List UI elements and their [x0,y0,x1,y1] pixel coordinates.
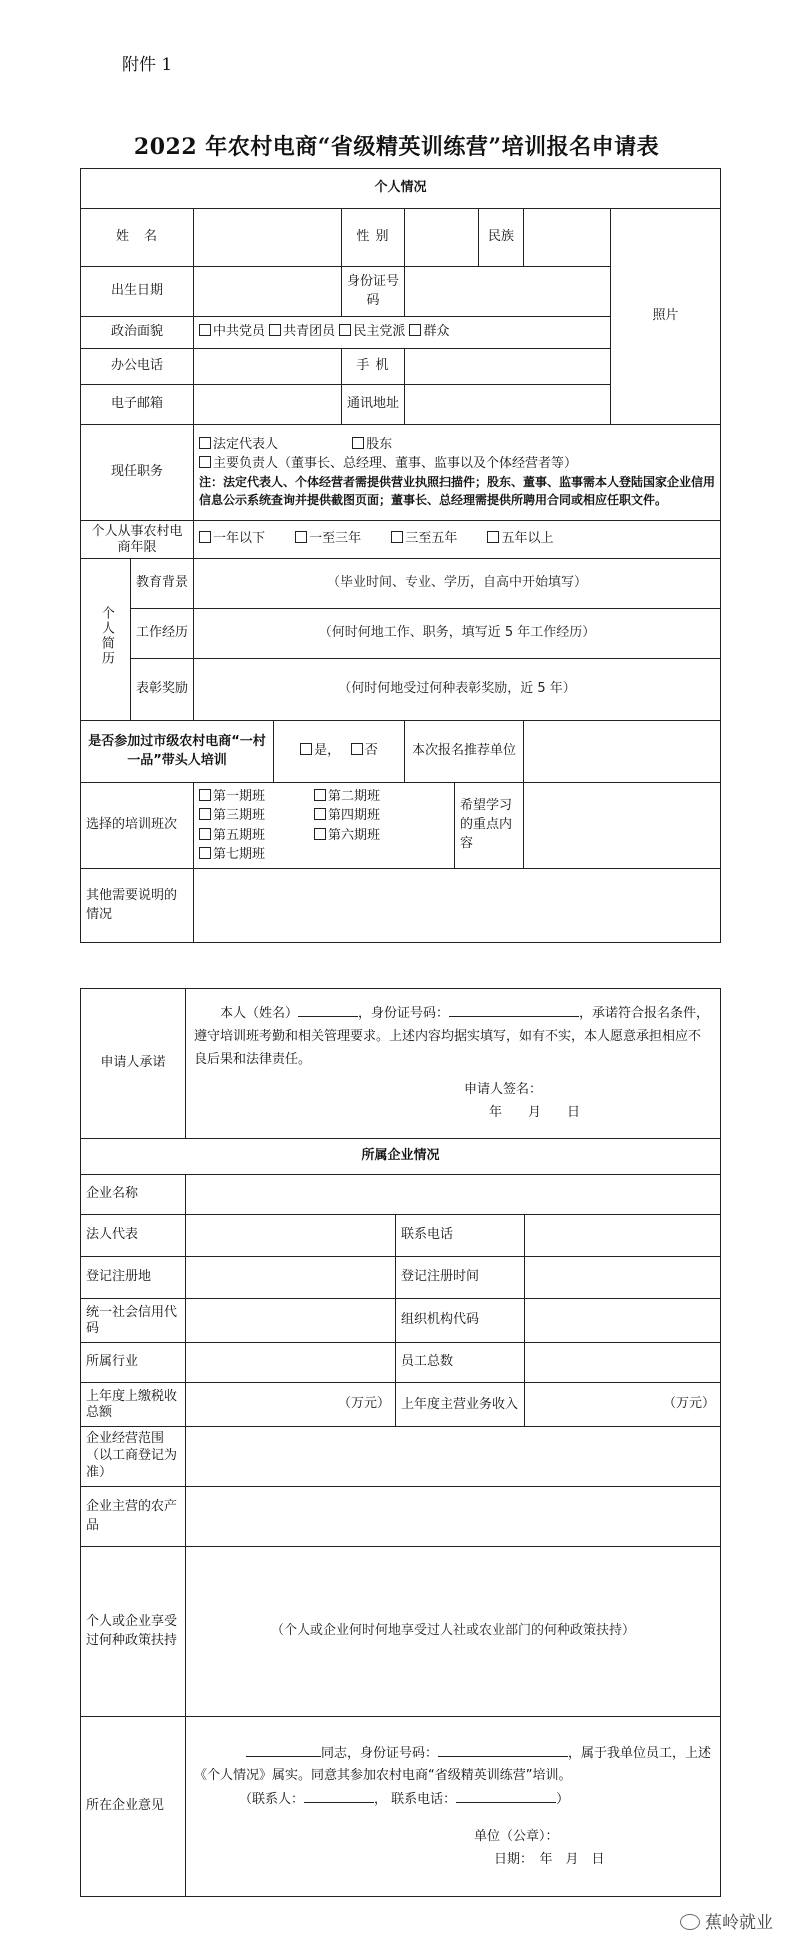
option-label: 第五期班 [213,827,266,843]
product-label: 企业主营的农产品 [81,1487,186,1547]
company-name-field[interactable] [186,1175,721,1215]
watermark [680,1908,773,1933]
scope-label: 企业经营范围（以工商登记为准） [81,1427,186,1487]
checkbox[interactable] [314,808,326,820]
award-label: 表彰奖励 [131,659,194,721]
policy-hint[interactable]: （个人或企业何时何地享受过人社或农业部门的何种政策扶持） [186,1547,721,1717]
option-label: 中共党员 [213,324,266,340]
reg-place-field[interactable] [186,1257,396,1299]
revenue-unit: （万元） [663,1396,716,1412]
option-label: 否 [364,743,378,759]
option-label: 第七期班 [213,847,266,862]
ethnicity-label: 民族 [479,209,524,267]
option-label: 法定代表人 [213,436,279,452]
checkbox[interactable] [314,828,326,840]
option-label: 三至五年 [405,531,458,547]
resume-label-text: 个人简历 [98,606,114,667]
address-field[interactable] [405,385,611,425]
recommend-label: 本次报名推荐单位 [405,721,524,783]
edu-label: 教育背景 [131,559,194,609]
ethnicity-field[interactable] [524,209,611,267]
recommend-field[interactable] [524,721,721,783]
office-phone-label: 办公电话 [81,349,194,385]
checkbox[interactable] [339,324,351,336]
years-options [194,521,721,559]
option-label: 第四期班 [328,808,381,823]
contact-label: 联系电话 [396,1215,525,1257]
checkbox[interactable] [352,437,364,449]
checkbox[interactable] [199,324,211,336]
watermark-text: 蕉岭就业 [705,1913,773,1933]
opinion-part3: （联系人： [239,1792,305,1808]
opinion-part5: ） [556,1792,570,1808]
section-title-personal: 个人情况 [81,169,721,209]
page-title: 2022 年农村电商“省级精英训练营”培训报名申请表 [133,134,660,160]
opinion-label: 所在企业意见 [81,1717,186,1897]
org-label: 组织机构代码 [396,1299,525,1343]
opinion-phone-blank[interactable] [456,1788,556,1803]
option-label: 共青团员 [283,324,336,340]
years-label: 个人从事农村电商年限 [81,521,194,559]
product-field[interactable] [186,1487,721,1547]
edu-hint[interactable]: （毕业时间、专业、学历，自高中开始填写） [194,559,721,609]
gender-label: 性 别 [342,209,405,267]
reg-place-label: 登记注册地 [81,1257,186,1299]
checkbox[interactable] [409,324,421,336]
contact-field[interactable] [525,1215,721,1257]
pledge-date: 年 月 日 [489,1105,581,1121]
option-label: 民主党派 [353,324,406,340]
tax-field[interactable] [186,1383,396,1427]
political-options [194,317,611,349]
pledge-text [186,989,721,1139]
checkbox[interactable] [269,324,281,336]
checkbox[interactable] [487,531,499,543]
option-label: 主要负责人（董事长、总经理、董事、监事以及个体经营者等） [213,455,578,471]
checkbox[interactable] [199,789,211,801]
personal-info-table [80,168,721,943]
option-label: 五年以上 [501,531,554,547]
name-label: 姓 名 [81,209,194,267]
checkbox[interactable] [199,437,211,449]
checkbox[interactable] [199,847,211,859]
pledge-sign: 申请人签名： [464,1082,543,1098]
focus-label: 希望学习的重点内容 [455,783,524,869]
opinion-date: 日期： 年 月 日 [494,1851,605,1867]
position-note: 注：法定代表人、个体经营者需提供营业执照扫描件；股东、董事、监事需本人登陆国家企业信用信息公示系统查询并提供截图页面；董事长、总经理需提供所聘用合同或相应任职文件。 [199,475,716,508]
policy-label: 个人或企业享受过何种政策扶持 [81,1547,186,1717]
opinion-id-blank[interactable] [438,1742,568,1757]
option-label: 群众 [423,324,450,340]
email-label: 电子邮箱 [81,385,194,425]
checkbox[interactable] [199,531,211,543]
focus-field[interactable] [524,783,721,869]
checkbox[interactable] [199,808,211,820]
tax-unit: （万元） [337,1396,390,1412]
work-hint[interactable]: （何时何地工作、职务，填写近 5 年工作经历） [194,609,721,659]
office-phone-field[interactable] [194,349,342,385]
scope-field[interactable] [186,1427,721,1487]
class-options [194,783,455,869]
opinion-part1: 同志，身份证号码： [321,1745,439,1761]
address-label: 通讯地址 [342,385,405,425]
opinion-contact-blank[interactable] [304,1788,374,1803]
pledge-label: 申请人承诺 [81,989,186,1139]
checkbox[interactable] [314,789,326,801]
other-label: 其他需要说明的情况 [81,869,194,943]
id-label: 身份证号码 [342,267,405,317]
work-label: 工作经历 [131,609,194,659]
checkbox[interactable] [391,531,403,543]
checkbox[interactable] [199,456,211,468]
pledge-id-blank[interactable] [449,1002,579,1017]
attachment-label: 附件 1 [122,55,173,75]
option-label: 一至三年 [309,531,362,547]
wechat-icon [680,1914,700,1930]
section-title-company: 所属企业情况 [81,1139,721,1175]
photo-box[interactable] [611,209,721,425]
political-label: 政治面貌 [81,317,194,349]
other-field[interactable] [194,869,721,943]
option-label: 股东 [366,436,393,452]
reg-time-label: 登记注册时间 [396,1257,525,1299]
checkbox[interactable] [295,531,307,543]
checkbox[interactable] [199,828,211,840]
credit-field[interactable] [186,1299,396,1343]
resume-label [81,559,131,721]
checkbox[interactable] [300,743,312,755]
option-label: 是， [314,743,334,759]
mobile-label: 手 机 [342,349,405,385]
checkbox[interactable] [351,743,363,755]
mobile-field[interactable] [405,349,611,385]
position-label: 现任职务 [81,425,194,521]
pledge-name-blank[interactable] [298,1002,358,1017]
email-field[interactable] [194,385,342,425]
photo-label: 照片 [652,308,679,324]
name-field[interactable] [194,209,342,267]
staff-field[interactable] [525,1343,721,1383]
opinion-part2: ，属于我单位员工，上述《个人情况》属实。同意其参加农村电商“省级精英训练营”培训。 [194,1745,712,1784]
staff-label: 员工总数 [396,1343,525,1383]
opinion-name-blank[interactable] [246,1742,321,1757]
industry-label: 所属行业 [81,1343,186,1383]
credit-label: 统一社会信用代码 [81,1299,186,1343]
option-label: 第二期班 [328,788,381,804]
revenue-label: 上年度主营业务收入 [396,1383,525,1427]
opinion-part4: ， 联系电话： [374,1792,457,1808]
pledge-part3: ，承诺符合报名条件，遵守培训班考勤和相关管理要求。上述内容均据实填写，如有不实，本人愿意承担相应不良后果和法律责任。 [194,1006,710,1067]
company-name-label: 企业名称 [81,1175,186,1215]
class-label: 选择的培训班次 [81,783,194,869]
gender-field[interactable] [405,209,479,267]
tax-label: 上年度上缴税收总额 [81,1383,186,1427]
birth-field[interactable] [194,267,342,317]
pledge-part1: 本人（姓名） [220,1006,299,1022]
id-field[interactable] [405,267,611,317]
position-options [194,425,721,521]
village-options [274,721,405,783]
village-question: 是否参加过市级农村电商“一村一品”带头人培训 [81,721,274,783]
unit-seal: 单位（公章）： [474,1828,559,1844]
revenue-field[interactable] [525,1383,721,1427]
birth-label: 出生日期 [81,267,194,317]
award-hint[interactable]: （何时何地受过何种表彰奖励，近 5 年） [194,659,721,721]
option-label: 第一期班 [213,788,266,804]
reg-time-field[interactable] [525,1257,721,1299]
industry-field[interactable] [186,1343,396,1383]
option-label: 第六期班 [328,827,381,843]
opinion-text [186,1717,721,1897]
legal-field[interactable] [186,1215,396,1257]
company-info-table [80,988,721,1897]
legal-label: 法人代表 [81,1215,186,1257]
option-label: 第三期班 [213,808,266,823]
pledge-part2: ，身份证号码： [358,1006,450,1022]
org-field[interactable] [525,1299,721,1343]
option-label: 一年以下 [213,531,266,547]
